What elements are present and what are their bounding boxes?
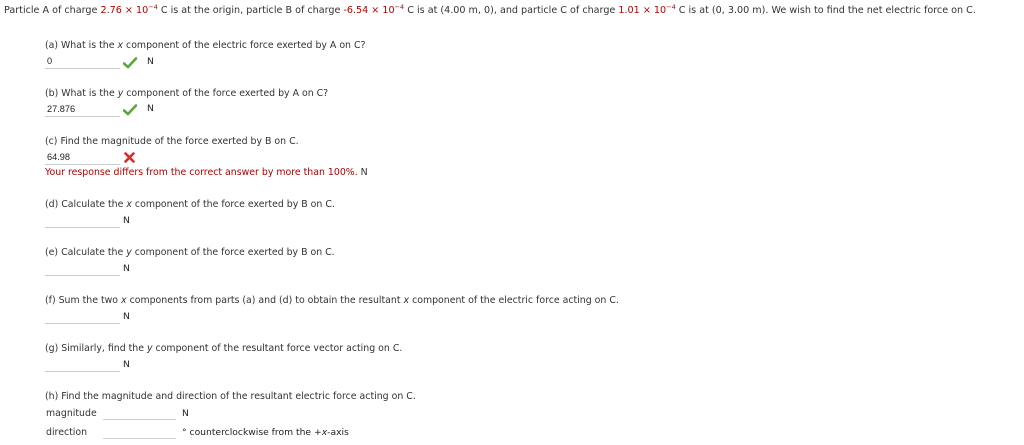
correct-check-icon — [123, 57, 137, 69]
direction-input[interactable] — [103, 425, 176, 439]
incorrect-x-icon — [124, 152, 135, 163]
correct-check-icon — [123, 104, 137, 116]
question-g: (g) Similarly, find the y component of the resultant force vector acting on C. — [45, 343, 403, 354]
answer-b-input[interactable]: 27.876 — [45, 103, 120, 117]
feedback-message: Your response differs from the correct answer by more than 100%. N — [45, 167, 368, 178]
unit-f: N — [123, 311, 130, 322]
question-h: (h) Find the magnitude and direction of the resultant electric force acting on C. — [45, 391, 416, 402]
magnitude-unit: N — [182, 408, 189, 419]
direction-unit: ° counterclockwise from the +x-axis — [182, 427, 349, 438]
unit-d: N — [123, 215, 130, 226]
problem-statement: Particle A of charge $2.76 \times 10^{-4}$ C is at the origin, particle B of charge $-6.54 \times 10^{-4}$ C is at (4.00 m, 0), and particle C of charge $1.01 \times 10^{-4}$ C is at (0, 3.00 m). We wish to find the net electric force on C. — [4, 2, 976, 16]
charge-c-value: $1.01 \times 10^{-4}$ — [618, 2, 676, 16]
answer-d-input[interactable] — [45, 214, 120, 228]
answer-f-input[interactable] — [45, 310, 120, 324]
question-f: (f) Sum the two x components from parts (a) and (d) to obtain the resultant x component of the electric force acting on C. — [45, 295, 619, 306]
question-e: (e) Calculate the y component of the force exerted by B on C. — [45, 247, 335, 258]
unit-a: N — [147, 56, 154, 67]
unit-b: N — [147, 103, 154, 114]
answer-a-input[interactable]: 0 — [45, 55, 120, 69]
magnitude-label: magnitude — [46, 408, 97, 419]
answer-e-input[interactable] — [45, 262, 120, 276]
answer-g-input[interactable] — [45, 358, 120, 372]
charge-a-value: $2.76 \times 10^{-4}$ — [100, 2, 158, 16]
direction-label: direction — [46, 427, 88, 438]
question-c: (c) Find the magnitude of the force exerted by B on C. — [45, 136, 299, 147]
unit-g: N — [123, 359, 130, 370]
question-b: (b) What is the y component of the force exerted by A on C? — [45, 88, 329, 99]
unit-e: N — [123, 263, 130, 274]
answer-c-input[interactable]: 64.98 — [45, 151, 120, 165]
charge-b-value: $-6.54 \times 10^{-4}$ — [343, 2, 405, 16]
magnitude-input[interactable] — [103, 406, 176, 420]
question-d: (d) Calculate the x component of the force exerted by B on C. — [45, 199, 335, 210]
question-a: (a) What is the x component of the electric force exerted by A on C? — [45, 40, 366, 51]
